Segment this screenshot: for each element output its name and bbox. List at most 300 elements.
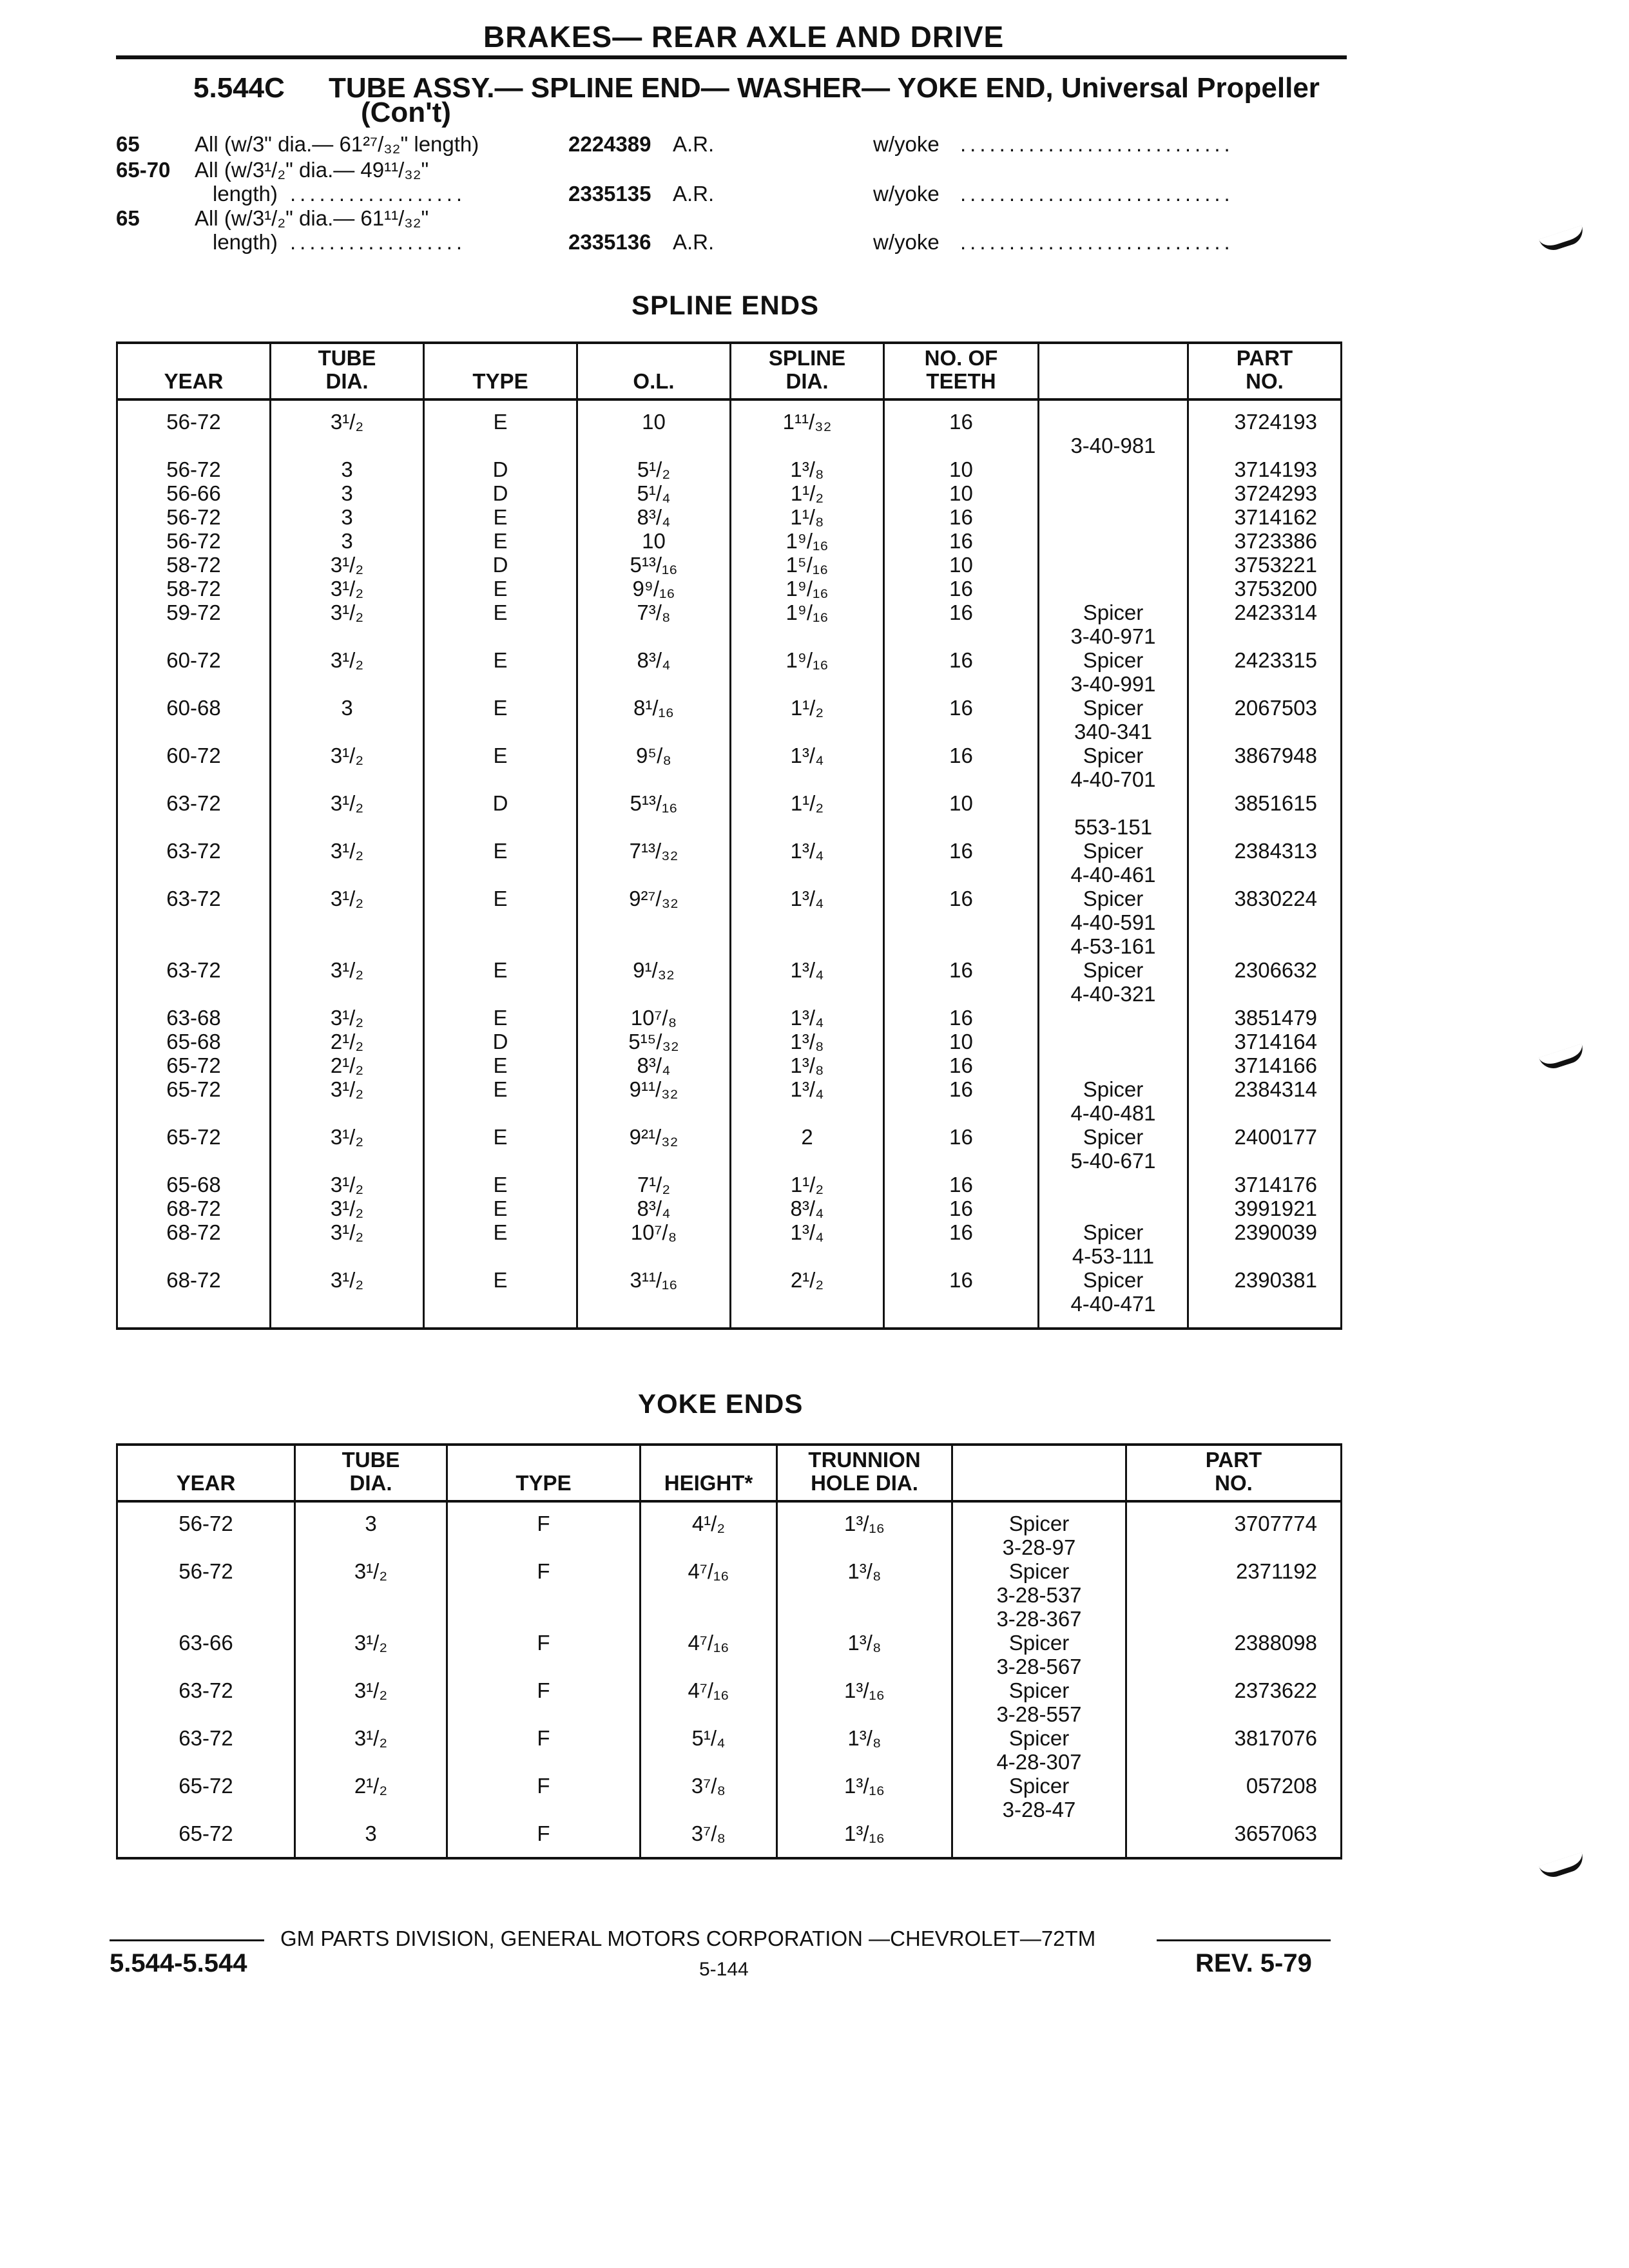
spline-cell-ol: 5¹³/₁₆ <box>577 791 731 839</box>
spline-cell-tube: 3 <box>271 457 424 481</box>
spline-cell-part: 3714166 <box>1188 1053 1342 1077</box>
spline-cell-year: 63-72 <box>117 791 271 839</box>
spline-cell-type: E <box>424 1125 577 1173</box>
lead-yoke: w/yoke <box>873 182 940 206</box>
spline-cell-note: Spicer 4-40-321 <box>1039 958 1188 1006</box>
yoke-col-header: YEAR <box>117 1445 295 1501</box>
yoke-row <box>117 1501 1342 1559</box>
spline-cell-teeth: 10 <box>884 791 1039 839</box>
spline-cell-part: 2423314 <box>1188 601 1342 648</box>
yoke-cell-hole: 1³/₈ <box>777 1631 952 1678</box>
spline-row <box>117 399 1342 457</box>
spline-cell-type: E <box>424 1220 577 1268</box>
spline-cell-note <box>1039 1173 1188 1196</box>
yoke-cell-part: 3707774 <box>1126 1501 1342 1559</box>
spline-cell-note <box>1039 577 1188 601</box>
spline-cell-note: Spicer 340-341 <box>1039 696 1188 744</box>
spline-cell-spline: 2¹/₂ <box>731 1268 884 1329</box>
yoke-row <box>117 1678 1342 1726</box>
yoke-cell-part: 3817076 <box>1126 1726 1342 1774</box>
spline-cell-ol: 8¹/₁₆ <box>577 696 731 744</box>
spline-cell-note <box>1039 529 1188 553</box>
spline-cell-tube: 3 <box>271 505 424 529</box>
yoke-row <box>117 1774 1342 1821</box>
spline-cell-note <box>1039 1030 1188 1053</box>
spline-cell-part: 2400177 <box>1188 1125 1342 1173</box>
footer-division: GM PARTS DIVISION, GENERAL MOTORS CORPORATION —CHEVROLET—72TM <box>280 1927 1096 1950</box>
spline-cell-ol: 5¹/₄ <box>577 481 731 505</box>
spline-col-header: NO. OF TEETH <box>884 343 1039 399</box>
spline-cell-year: 63-72 <box>117 958 271 1006</box>
spline-cell-type: D <box>424 457 577 481</box>
spline-cell-part: 3753200 <box>1188 577 1342 601</box>
yoke-cell-hole: 1³/₁₆ <box>777 1678 952 1726</box>
yoke-cell-tube: 3¹/₂ <box>295 1631 447 1678</box>
spline-row <box>117 529 1342 553</box>
lead-desc-cont: length) <box>213 230 278 254</box>
spline-cell-year: 60-72 <box>117 648 271 696</box>
spline-cell-year: 59-72 <box>117 601 271 648</box>
spline-cell-year: 56-72 <box>117 457 271 481</box>
spline-cell-part: 3830224 <box>1188 887 1342 958</box>
spline-cell-teeth: 16 <box>884 1220 1039 1268</box>
spline-cell-teeth: 16 <box>884 696 1039 744</box>
spline-cell-tube: 3¹/₂ <box>271 577 424 601</box>
spline-cell-note <box>1039 481 1188 505</box>
spline-cell-type: D <box>424 553 577 577</box>
spline-cell-part: 3723386 <box>1188 529 1342 553</box>
spline-cell-ol: 8³/₄ <box>577 648 731 696</box>
spline-cell-type: E <box>424 505 577 529</box>
spline-cell-tube: 3 <box>271 481 424 505</box>
spline-cell-ol: 9⁹/₁₆ <box>577 577 731 601</box>
spline-cell-teeth: 16 <box>884 577 1039 601</box>
spline-cell-note: Spicer 3-40-971 <box>1039 601 1188 648</box>
spline-cell-year: 56-66 <box>117 481 271 505</box>
yoke-cell-part: 2371192 <box>1126 1559 1342 1631</box>
spline-cell-tube: 3 <box>271 529 424 553</box>
spline-cell-part: 3991921 <box>1188 1196 1342 1220</box>
spline-row <box>117 1006 1342 1030</box>
spline-cell-spline: 8³/₄ <box>731 1196 884 1220</box>
spline-cell-teeth: 16 <box>884 1173 1039 1196</box>
lead-desc: All (w/3¹/₂" dia.— 49¹¹/₃₂" <box>195 158 429 182</box>
spline-cell-ol: 9¹¹/₃₂ <box>577 1077 731 1125</box>
spline-cell-spline: 1⁹/₁₆ <box>731 529 884 553</box>
yoke-cell-year: 63-66 <box>117 1631 295 1678</box>
spline-cell-type: E <box>424 601 577 648</box>
spline-cell-ol: 3¹¹/₁₆ <box>577 1268 731 1329</box>
spline-cell-ol: 10 <box>577 529 731 553</box>
yoke-cell-height: 4¹/₂ <box>641 1501 777 1559</box>
spline-cell-type: E <box>424 1006 577 1030</box>
yoke-cell-hole: 1³/₈ <box>777 1726 952 1774</box>
lead-quantity: A.R. <box>673 230 715 254</box>
spline-cell-ol: 7³/₈ <box>577 601 731 648</box>
spline-cell-spline: 1⁹/₁₆ <box>731 577 884 601</box>
yoke-cell-note: Spicer 3-28-567 <box>952 1631 1126 1678</box>
yoke-cell-part: 2373622 <box>1126 1678 1342 1726</box>
spline-row <box>117 553 1342 577</box>
yoke-cell-height: 4⁷/₁₆ <box>641 1631 777 1678</box>
spline-cell-part: 3851615 <box>1188 791 1342 839</box>
spline-cell-year: 65-72 <box>117 1077 271 1125</box>
spline-cell-spline: 1³/₄ <box>731 1077 884 1125</box>
leader-dots: ............................ <box>960 230 1234 254</box>
spline-cell-teeth: 16 <box>884 744 1039 791</box>
yoke-cell-tube: 3 <box>295 1821 447 1858</box>
spline-cell-part: 3851479 <box>1188 1006 1342 1030</box>
spline-cell-note: Spicer 4-40-461 <box>1039 839 1188 887</box>
spline-cell-spline: 1¹¹/₃₂ <box>731 399 884 457</box>
spline-cell-note: Spicer 4-53-111 <box>1039 1220 1188 1268</box>
yoke-col-header: TRUNNION HOLE DIA. <box>777 1445 952 1501</box>
yoke-cell-year: 65-72 <box>117 1774 295 1821</box>
spline-cell-teeth: 16 <box>884 958 1039 1006</box>
spline-cell-year: 68-72 <box>117 1220 271 1268</box>
spline-ends-title: SPLINE ENDS <box>631 290 820 320</box>
spline-row <box>117 1220 1342 1268</box>
spline-cell-year: 60-68 <box>117 696 271 744</box>
yoke-cell-height: 4⁷/₁₆ <box>641 1559 777 1631</box>
lead-desc-cont: length) <box>213 182 278 206</box>
spline-cell-spline: 1³/₈ <box>731 457 884 481</box>
spline-cell-part: 2067503 <box>1188 696 1342 744</box>
yoke-col-header: HEIGHT* <box>641 1445 777 1501</box>
spline-cell-type: E <box>424 1196 577 1220</box>
spline-row <box>117 1196 1342 1220</box>
spline-cell-teeth: 10 <box>884 553 1039 577</box>
spline-cell-tube: 3¹/₂ <box>271 553 424 577</box>
spline-cell-spline: 1¹/₂ <box>731 481 884 505</box>
yoke-ends-table <box>116 1443 1342 1860</box>
leader-dots: ............................ <box>960 132 1234 156</box>
spline-cell-spline: 1³/₄ <box>731 744 884 791</box>
spline-cell-tube: 3¹/₂ <box>271 1220 424 1268</box>
spline-row <box>117 744 1342 791</box>
yoke-cell-part: 3657063 <box>1126 1821 1342 1858</box>
lead-desc: All (w/3" dia.— 61²⁷/₃₂" length) <box>195 132 479 156</box>
spline-cell-ol: 5¹/₂ <box>577 457 731 481</box>
spline-cell-part: 2384313 <box>1188 839 1342 887</box>
spline-cell-year: 65-72 <box>117 1053 271 1077</box>
yoke-col-header: PART NO. <box>1126 1445 1342 1501</box>
spline-cell-year: 68-72 <box>117 1268 271 1329</box>
spline-cell-year: 56-72 <box>117 529 271 553</box>
yoke-cell-note: Spicer 3-28-47 <box>952 1774 1126 1821</box>
spline-cell-teeth: 10 <box>884 457 1039 481</box>
spline-cell-type: E <box>424 1173 577 1196</box>
spline-col-header: TUBE DIA. <box>271 343 424 399</box>
spline-cell-type: E <box>424 399 577 457</box>
yoke-cell-tube: 3¹/₂ <box>295 1678 447 1726</box>
spline-cell-note: Spicer 4-40-481 <box>1039 1077 1188 1125</box>
yoke-cell-height: 4⁷/₁₆ <box>641 1678 777 1726</box>
spline-cell-ol: 10 <box>577 399 731 457</box>
leader-dots: ............................ <box>960 182 1234 206</box>
footer-rule-left <box>110 1939 264 1941</box>
lead-years: 65-70 <box>116 158 171 182</box>
spline-cell-ol: 10⁷/₈ <box>577 1006 731 1030</box>
yoke-cell-note: Spicer 3-28-97 <box>952 1501 1126 1559</box>
yoke-cell-height: 5¹/₄ <box>641 1726 777 1774</box>
spline-row <box>117 1125 1342 1173</box>
spline-col-header: YEAR <box>117 343 271 399</box>
yoke-cell-note: Spicer 4-28-307 <box>952 1726 1126 1774</box>
spline-cell-type: E <box>424 887 577 958</box>
spline-cell-spline: 2 <box>731 1125 884 1173</box>
spline-cell-spline: 1³/₄ <box>731 1220 884 1268</box>
yoke-cell-height: 3⁷/₈ <box>641 1774 777 1821</box>
yoke-cell-year: 56-72 <box>117 1501 295 1559</box>
yoke-cell-part: 2388098 <box>1126 1631 1342 1678</box>
spline-cell-spline: 1³/₄ <box>731 887 884 958</box>
spline-row <box>117 887 1342 958</box>
spline-cell-ol: 5¹⁵/₃₂ <box>577 1030 731 1053</box>
spline-cell-teeth: 16 <box>884 1053 1039 1077</box>
yoke-cell-year: 65-72 <box>117 1821 295 1858</box>
yoke-cell-type: F <box>447 1726 641 1774</box>
spline-cell-type: E <box>424 577 577 601</box>
spline-cell-year: 65-68 <box>117 1173 271 1196</box>
spline-cell-type: E <box>424 648 577 696</box>
spline-cell-tube: 3¹/₂ <box>271 1268 424 1329</box>
yoke-cell-part: 057208 <box>1126 1774 1342 1821</box>
spline-cell-type: D <box>424 481 577 505</box>
spline-cell-part: 2384314 <box>1188 1077 1342 1125</box>
spline-row <box>117 1268 1342 1329</box>
yoke-cell-hole: 1³/₁₆ <box>777 1501 952 1559</box>
spline-cell-tube: 3¹/₂ <box>271 648 424 696</box>
yoke-cell-hole: 1³/₁₆ <box>777 1821 952 1858</box>
spline-row <box>117 696 1342 744</box>
page-title: BRAKES— REAR AXLE AND DRIVE <box>483 20 1005 53</box>
yoke-row <box>117 1631 1342 1678</box>
spline-col-header: SPLINE DIA. <box>731 343 884 399</box>
yoke-cell-tube: 3¹/₂ <box>295 1726 447 1774</box>
spline-cell-teeth: 16 <box>884 601 1039 648</box>
spline-cell-part: 3724293 <box>1188 481 1342 505</box>
spline-cell-part: 2306632 <box>1188 958 1342 1006</box>
spline-cell-part: 3867948 <box>1188 744 1342 791</box>
yoke-cell-type: F <box>447 1559 641 1631</box>
spline-cell-note <box>1039 505 1188 529</box>
spline-ends-table <box>116 341 1342 1330</box>
lead-quantity: A.R. <box>673 182 715 206</box>
spline-row <box>117 839 1342 887</box>
yoke-cell-type: F <box>447 1631 641 1678</box>
spline-cell-ol: 8³/₄ <box>577 1053 731 1077</box>
lead-part-number: 2335136 <box>568 230 651 254</box>
spline-row <box>117 1030 1342 1053</box>
spline-cell-note: Spicer 4-40-471 <box>1039 1268 1188 1329</box>
spline-cell-note <box>1039 457 1188 481</box>
lead-years: 65 <box>116 206 140 230</box>
spline-cell-spline: 1³/₈ <box>731 1053 884 1077</box>
spline-cell-tube: 2¹/₂ <box>271 1053 424 1077</box>
spline-cell-part: 3714176 <box>1188 1173 1342 1196</box>
section-continued: (Con't) <box>361 97 451 128</box>
spline-cell-note: Spicer 5-40-671 <box>1039 1125 1188 1173</box>
spline-cell-spline: 1¹/₂ <box>731 696 884 744</box>
spline-cell-part: 2390381 <box>1188 1268 1342 1329</box>
spline-row <box>117 1053 1342 1077</box>
spline-cell-ol: 8³/₄ <box>577 1196 731 1220</box>
spline-cell-year: 60-72 <box>117 744 271 791</box>
yoke-cell-hole: 1³/₈ <box>777 1559 952 1631</box>
lead-yoke: w/yoke <box>873 230 940 254</box>
spline-cell-tube: 3¹/₂ <box>271 1125 424 1173</box>
footer-range: 5.544-5.544 <box>110 1949 247 1977</box>
spline-cell-spline: 1⁵/₁₆ <box>731 553 884 577</box>
spline-row <box>117 648 1342 696</box>
spline-cell-teeth: 16 <box>884 887 1039 958</box>
spline-cell-teeth: 16 <box>884 399 1039 457</box>
spline-cell-part: 3753221 <box>1188 553 1342 577</box>
spline-cell-part: 3714164 <box>1188 1030 1342 1053</box>
binder-mark <box>1539 1852 1586 1881</box>
yoke-ends-title: YOKE ENDS <box>638 1389 804 1419</box>
footer-page-number: 5-144 <box>699 1959 749 1980</box>
spline-cell-type: E <box>424 1077 577 1125</box>
spline-cell-ol: 5¹³/₁₆ <box>577 553 731 577</box>
spline-row <box>117 481 1342 505</box>
yoke-cell-type: F <box>447 1678 641 1726</box>
spline-cell-note <box>1039 1006 1188 1030</box>
spline-cell-note: Spicer 4-40-591 4-53-161 <box>1039 887 1188 958</box>
spline-cell-teeth: 16 <box>884 529 1039 553</box>
spline-row <box>117 505 1342 529</box>
leader-dots: .................. <box>290 182 467 206</box>
section-number: 5.544C <box>193 72 285 104</box>
yoke-cell-note <box>952 1821 1126 1858</box>
spline-cell-tube: 3¹/₂ <box>271 744 424 791</box>
spline-cell-tube: 3¹/₂ <box>271 839 424 887</box>
footer-rule-right <box>1157 1939 1331 1941</box>
spline-col-header: TYPE <box>424 343 577 399</box>
yoke-cell-tube: 3¹/₂ <box>295 1559 447 1631</box>
spline-cell-teeth: 16 <box>884 648 1039 696</box>
spline-cell-note: Spicer 3-40-991 <box>1039 648 1188 696</box>
spline-cell-year: 56-72 <box>117 399 271 457</box>
spline-col-header: PART NO. <box>1188 343 1342 399</box>
spline-cell-note <box>1039 1196 1188 1220</box>
spline-cell-spline: 1³/₄ <box>731 958 884 1006</box>
spline-cell-ol: 9²⁷/₃₂ <box>577 887 731 958</box>
yoke-cell-note: Spicer 3-28-537 3-28-367 <box>952 1559 1126 1631</box>
lead-years: 65 <box>116 132 140 156</box>
spline-row <box>117 791 1342 839</box>
spline-cell-ol: 9⁵/₈ <box>577 744 731 791</box>
lead-quantity: A.R. <box>673 132 715 156</box>
spline-cell-year: 63-68 <box>117 1006 271 1030</box>
spline-cell-note: 553-151 <box>1039 791 1188 839</box>
spline-cell-note <box>1039 1053 1188 1077</box>
spline-cell-spline: 1⁹/₁₆ <box>731 601 884 648</box>
yoke-col-header <box>952 1445 1126 1501</box>
lead-part-number: 2335135 <box>568 182 651 206</box>
spline-cell-spline: 1³/₄ <box>731 1006 884 1030</box>
spline-cell-part: 3724193 <box>1188 399 1342 457</box>
spline-cell-teeth: 16 <box>884 1196 1039 1220</box>
spline-cell-part: 3714162 <box>1188 505 1342 529</box>
spline-cell-note: 3-40-981 <box>1039 399 1188 457</box>
yoke-cell-year: 63-72 <box>117 1726 295 1774</box>
yoke-cell-note: Spicer 3-28-557 <box>952 1678 1126 1726</box>
spline-cell-teeth: 16 <box>884 505 1039 529</box>
spline-cell-type: E <box>424 1053 577 1077</box>
spline-col-header: O.L. <box>577 343 731 399</box>
binder-mark <box>1539 1044 1586 1072</box>
spline-cell-type: D <box>424 1030 577 1053</box>
spline-cell-tube: 3¹/₂ <box>271 1006 424 1030</box>
spline-cell-type: E <box>424 1268 577 1329</box>
spline-cell-ol: 9²¹/₃₂ <box>577 1125 731 1173</box>
spline-cell-part: 3714193 <box>1188 457 1342 481</box>
spline-cell-tube: 3¹/₂ <box>271 1173 424 1196</box>
spline-cell-type: E <box>424 529 577 553</box>
spline-cell-type: E <box>424 839 577 887</box>
spline-row <box>117 457 1342 481</box>
spline-cell-tube: 2¹/₂ <box>271 1030 424 1053</box>
spline-cell-teeth: 10 <box>884 481 1039 505</box>
spline-cell-year: 63-72 <box>117 887 271 958</box>
yoke-cell-height: 3⁷/₈ <box>641 1821 777 1858</box>
yoke-cell-year: 56-72 <box>117 1559 295 1631</box>
spline-cell-spline: 1⁹/₁₆ <box>731 648 884 696</box>
spline-cell-teeth: 16 <box>884 1268 1039 1329</box>
spline-row <box>117 577 1342 601</box>
spline-cell-year: 56-72 <box>117 505 271 529</box>
spline-cell-spline: 1¹/₈ <box>731 505 884 529</box>
spline-cell-teeth: 16 <box>884 1077 1039 1125</box>
yoke-cell-type: F <box>447 1821 641 1858</box>
spline-cell-year: 58-72 <box>117 553 271 577</box>
spline-cell-spline: 1¹/₂ <box>731 1173 884 1196</box>
title-rule <box>116 55 1347 59</box>
spline-row <box>117 601 1342 648</box>
yoke-cell-hole: 1³/₁₆ <box>777 1774 952 1821</box>
yoke-cell-type: F <box>447 1501 641 1559</box>
yoke-row <box>117 1559 1342 1631</box>
spline-cell-type: D <box>424 791 577 839</box>
spline-cell-teeth: 16 <box>884 839 1039 887</box>
spline-cell-note <box>1039 553 1188 577</box>
binder-mark <box>1539 226 1586 254</box>
spline-cell-tube: 3¹/₂ <box>271 1196 424 1220</box>
spline-cell-tube: 3¹/₂ <box>271 601 424 648</box>
spline-cell-teeth: 10 <box>884 1030 1039 1053</box>
yoke-cell-year: 63-72 <box>117 1678 295 1726</box>
spline-cell-ol: 10⁷/₈ <box>577 1220 731 1268</box>
spline-cell-tube: 3¹/₂ <box>271 791 424 839</box>
spline-cell-part: 2423315 <box>1188 648 1342 696</box>
spline-cell-type: E <box>424 958 577 1006</box>
spline-cell-part: 2390039 <box>1188 1220 1342 1268</box>
spline-row <box>117 1173 1342 1196</box>
spline-cell-year: 65-68 <box>117 1030 271 1053</box>
yoke-col-header: TUBE DIA. <box>295 1445 447 1501</box>
spline-cell-ol: 8³/₄ <box>577 505 731 529</box>
spline-cell-tube: 3¹/₂ <box>271 887 424 958</box>
yoke-row <box>117 1821 1342 1858</box>
leader-dots: .................. <box>290 230 467 254</box>
lead-yoke: w/yoke <box>873 132 940 156</box>
spline-cell-year: 63-72 <box>117 839 271 887</box>
lead-part-number: 2224389 <box>568 132 651 156</box>
spline-cell-teeth: 16 <box>884 1006 1039 1030</box>
yoke-cell-tube: 2¹/₂ <box>295 1774 447 1821</box>
